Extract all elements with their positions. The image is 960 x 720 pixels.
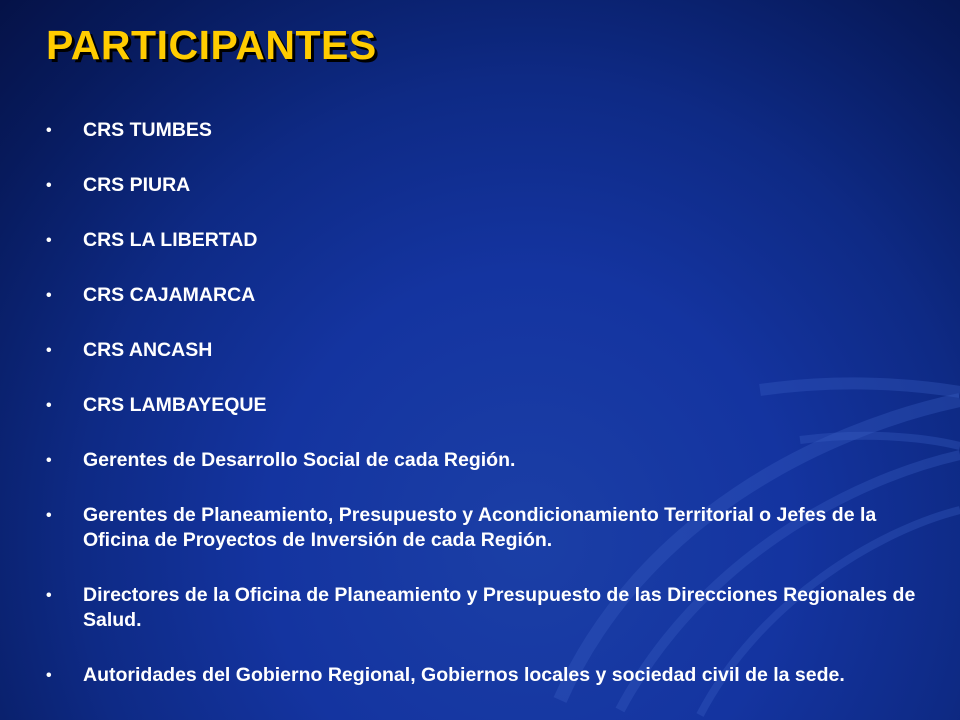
list-item-text: CRS PIURA: [83, 174, 191, 196]
bullet-icon: •: [46, 587, 52, 604]
bullet-icon: •: [46, 507, 52, 524]
list-item: [46, 118, 926, 143]
list-item: [46, 338, 926, 363]
bullet-icon: •: [46, 342, 52, 359]
list-item-text: CRS LAMBAYEQUE: [83, 394, 267, 416]
list-item-text: Gerentes de Planeamiento, Presupuesto y Acondicionamiento Territorial o Jefes de la Oficina de Proyectos de Inversión de cada Región.: [83, 504, 877, 551]
list-item-text: Directores de la Oficina de Planeamiento y Presupuesto de las Direcciones Regionales de Salud.: [83, 584, 916, 631]
slide-title: PARTICIPANTES: [46, 22, 377, 68]
bullet-icon: •: [46, 232, 52, 249]
bullet-icon: •: [46, 287, 52, 304]
list-item: [46, 583, 926, 633]
list-item: [46, 228, 926, 253]
bullet-icon: •: [46, 397, 52, 414]
participants-list: [46, 118, 926, 688]
bullet-icon: •: [46, 122, 52, 139]
list-item-text: CRS CAJAMARCA: [83, 284, 256, 306]
bullet-icon: •: [46, 452, 52, 469]
list-item-text: CRS ANCASH: [83, 339, 213, 361]
bullet-icon: •: [46, 177, 52, 194]
list-item: [46, 393, 926, 418]
list-item: [46, 448, 926, 473]
list-item-text: CRS LA LIBERTAD: [83, 229, 258, 251]
list-item: [46, 283, 926, 308]
list-item: [46, 173, 926, 198]
list-item: [46, 663, 926, 688]
list-item: [46, 503, 926, 553]
list-item-text: CRS TUMBES: [83, 119, 212, 141]
list-item-text: Gerentes de Desarrollo Social de cada Región.: [83, 449, 516, 471]
list-item-text: Autoridades del Gobierno Regional, Gobiernos locales y sociedad civil de la sede.: [83, 664, 845, 686]
bullet-icon: •: [46, 667, 52, 684]
